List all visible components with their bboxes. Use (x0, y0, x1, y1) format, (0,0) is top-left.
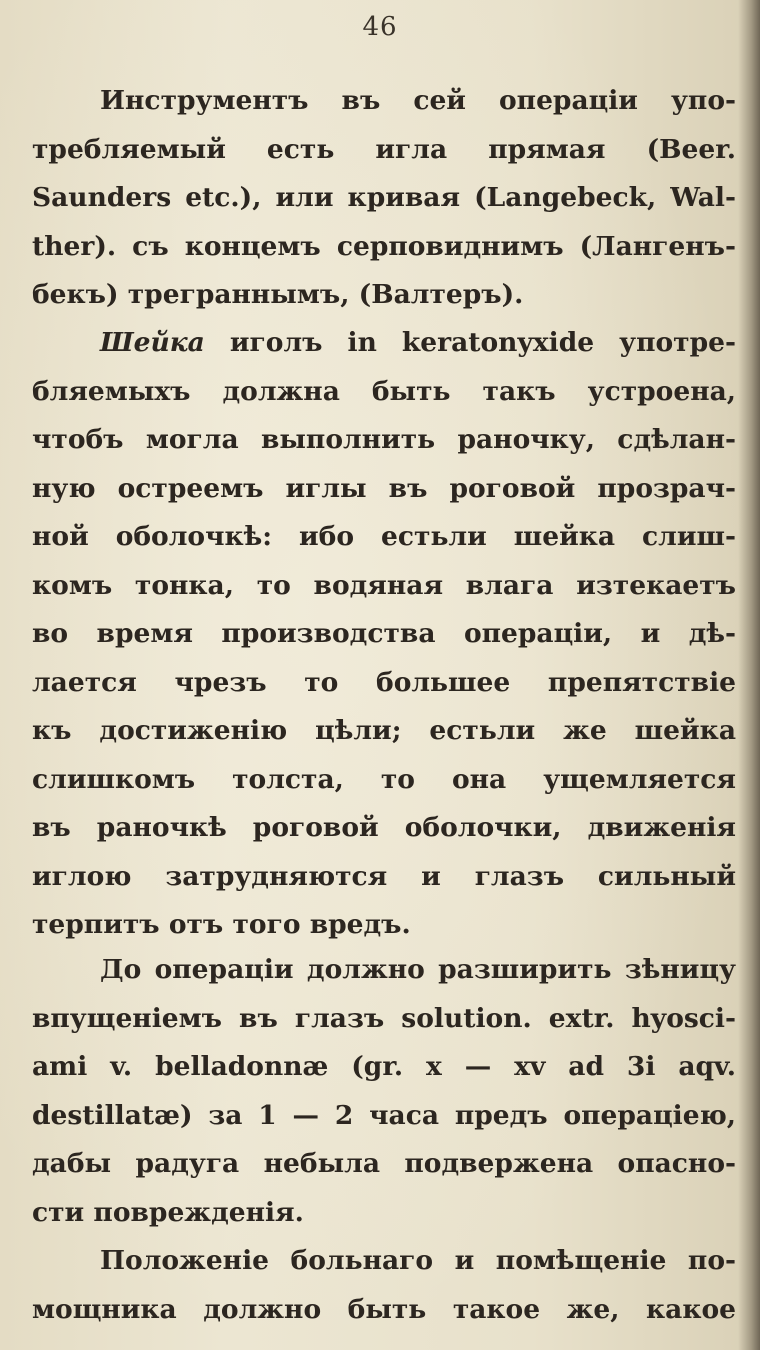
text-line: сти поврежденія. (32, 1196, 304, 1228)
text-line: терпитъ отъ того вредъ. (32, 909, 411, 940)
text-line: ther). съ концемъ серповиднимъ (Лангенъ- (32, 230, 736, 262)
text-line: лается чрезъ то большее препятствіе (32, 666, 736, 698)
text-line (32, 319, 736, 368)
paragraph-pupil-dilation (32, 946, 736, 1237)
paragraph-needle-neck (32, 319, 736, 950)
text-line: во время производства операціи, и дѣ- (32, 618, 736, 649)
page-edge-shadow (738, 0, 760, 1350)
text-line: въ ранoчкѣ роговой оболочки, движенія (32, 812, 736, 843)
paragraph-instrument (32, 77, 736, 320)
text-line: Инструментъ въ сей операціи упо- (100, 85, 736, 116)
text-line: требляемый есть игла прямая (Beer. (32, 133, 736, 165)
paragraph-patient-position (32, 1237, 736, 1334)
text-line: чтобъ могла выполнить ранoчку, сдѣлан- (32, 424, 736, 455)
text-line: слишкомъ толста, то она ущемляется (32, 763, 736, 795)
text-line: ную остреемъ иглы въ роговой прозрач- (32, 472, 736, 504)
text-line: Saunders etc.), или кривая (Langebeck, Wal- (32, 182, 736, 213)
text-line: destillatæ) за 1 — 2 часа предъ операціею, (32, 1099, 736, 1131)
text-line: ной оболочкѣ: ибо естьли шейка слиш- (32, 521, 736, 552)
text-line: впущеніемъ въ глазъ solution. extr. hyosci- (32, 1002, 736, 1034)
first-line-rest: иголъ in keratonyxide употре- (204, 327, 736, 358)
text-line: бекъ) треграннымъ, (Валтеръ). (32, 279, 524, 310)
text-line: бляемыхъ должна быть такъ устроена, (32, 375, 736, 407)
text-line: комъ тонка, то водяная влага изтекаетъ (32, 569, 736, 601)
text-line: ami v. belladonnæ (gr. x — xv ad 3i aqv. (32, 1051, 736, 1082)
text-line: мощника должно быть такое же, какое (32, 1293, 736, 1325)
text-line: иглою затрудняются и глазъ сильный (32, 860, 736, 892)
italic-lead-word: Шейка (100, 327, 205, 358)
page-number: 46 (362, 12, 398, 42)
text-line: дабы радуга небыла подвержена опасно- (32, 1148, 736, 1179)
text-line: къ достиженію цѣли; естьли же шейка (32, 715, 736, 746)
text-line: До операціи должно разширить зѣницу (100, 954, 736, 985)
text-line: Положеніе больнаго и помѣщеніе по- (100, 1245, 736, 1276)
